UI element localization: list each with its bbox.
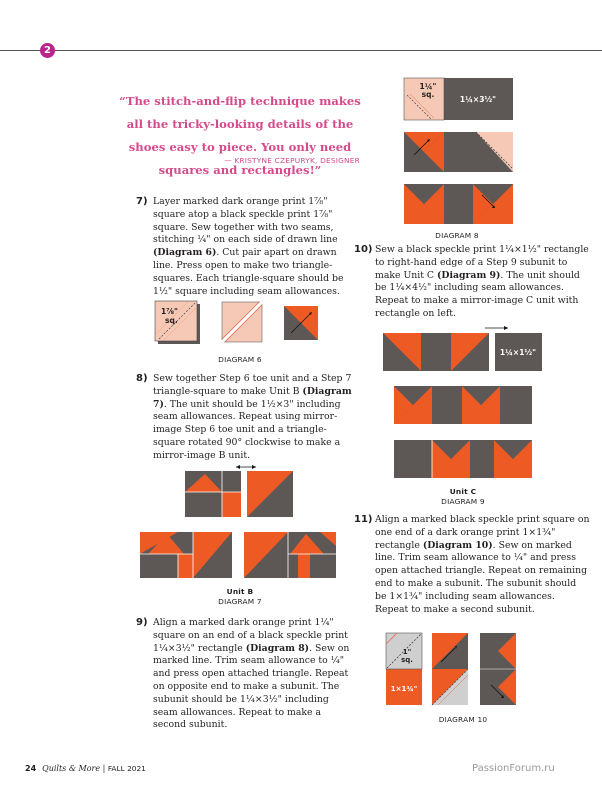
size-label: 1¼"	[419, 82, 437, 91]
step-text: Layer marked dark orange print 1⅞" square atop a black speckle print 1⅞" square. Sew together with two seams, stitching ¼" on each side of drawn line	[153, 196, 338, 246]
diagram-8-caption: DIAGRAM 8	[435, 231, 479, 240]
marked-orange-rectangle	[386, 633, 422, 705]
watermark: PassionForum.ru	[472, 763, 555, 774]
diagram-reference: (Diagram 9)	[437, 269, 501, 281]
header-rule	[0, 50, 602, 51]
unit-b-exploded	[185, 465, 293, 517]
step-10	[354, 244, 590, 321]
subunit-finished	[404, 184, 513, 224]
section-number-badge: 2	[40, 43, 55, 58]
issue-label: FALL 2021	[107, 764, 146, 773]
diagram-8	[398, 75, 518, 225]
rect-size-label: 1×1¾"	[390, 685, 418, 693]
unit-c-assembled	[394, 386, 532, 424]
diagram-10	[383, 630, 543, 712]
diagram-7-caption: DIAGRAM 7	[218, 597, 262, 606]
size-label-unit: sq.	[401, 656, 413, 664]
marked-rectangle	[404, 78, 513, 120]
rect-size-label: 1¼×1½"	[499, 348, 537, 357]
step-number: 11)	[354, 514, 373, 525]
step-7	[136, 196, 353, 298]
step-text: . The unit should be 1½×3" including seam allowances. Repeat using mirror-image Step 6 toe unit and a triangle-square rotated 90° clockwise to make a mirror-image B unit.	[153, 398, 341, 461]
diagram-reference: (Diagram 10)	[422, 539, 493, 551]
step-text: Sew together Step 6 toe unit and a Step 7 triangle-square to make Unit B	[153, 373, 352, 397]
step-9	[136, 617, 353, 732]
step-text: . The unit should be 1¼×4½" including seam allowances. Repeat to make a mirror-image C unit with rectangle on left.	[375, 269, 580, 319]
step-number: 9)	[136, 617, 148, 628]
pull-quote-attribution: — KRISTYNE CZEPURYK, DESIGNER	[224, 156, 360, 165]
step-number: 7)	[136, 196, 148, 207]
cut-triangle-pair	[222, 302, 262, 342]
diagram-9-caption: DIAGRAM 9	[441, 497, 485, 506]
step-text: Sew a black speckle print 1¼×1½" rectangle to right-hand edge of a Step 9 subunit to make Unit C	[375, 244, 589, 281]
diagram-reference: (Diagram 6)	[153, 247, 217, 259]
unit-b-label: Unit B	[226, 587, 254, 596]
subunit-finished	[480, 633, 516, 705]
step-text: . Sew on marked line. Trim seam allowance to ¼" and press open attached triangle. Repeat on opposite end to make a subunit. The subunit should be 1¼×3½" including seam allowances. Repeat to make a second subunit.	[153, 642, 350, 731]
diagram-7	[140, 464, 350, 582]
step-text: . Sew on marked line. Trim seam allowance to ¼" and press open attached triangle. Repeat on remaining end to make a subunit. The subunit should be 1×1¾" including seam allowances. Repeat to make a second subunit.	[375, 539, 588, 615]
step-11	[354, 514, 590, 616]
unit-b-left	[140, 532, 232, 578]
diagram-6	[155, 298, 330, 346]
page-footer	[25, 764, 146, 773]
size-label-unit: sq.	[421, 90, 435, 99]
triangle-square	[284, 306, 318, 340]
diagram-10-caption: DIAGRAM 10	[438, 715, 488, 724]
unit-c-exploded	[383, 326, 542, 371]
size-label: 1⅞"	[161, 307, 178, 316]
diagram-9	[380, 324, 545, 484]
subunit-one-end-sewn	[432, 633, 468, 705]
diagram-reference: (Diagram 8)	[245, 642, 310, 654]
step-text: . Cut pair apart on drawn line. Press open to make two triangle-squares. Each triangle-square should be 1½" square including seam allowances.	[153, 247, 344, 297]
step-text: Align a marked black speckle print square on one end of a dark orange print 1×1¾" rectangle	[375, 514, 590, 551]
unit-b-right	[244, 532, 336, 578]
page-number: 24	[25, 764, 37, 773]
unit-c-mirror	[394, 440, 532, 478]
diagram-reference: (Diagram 7)	[153, 385, 352, 410]
unit-c-label: Unit C	[449, 487, 477, 496]
step-8	[136, 373, 353, 463]
pull-quote: “The stitch-and-flip technique makes all the tricky-looking details of the shoes easy to piece. You only need squares and rectangles!”	[119, 94, 361, 177]
step-number: 8)	[136, 373, 148, 384]
step-number: 10)	[354, 244, 373, 255]
marked-square-pair	[155, 301, 200, 344]
size-label: 1"	[402, 648, 412, 656]
magazine-title: Quilts & More	[42, 764, 101, 773]
size-label-unit: sq.	[165, 316, 178, 325]
diagram-6-caption: DIAGRAM 6	[218, 355, 262, 364]
footer-separator: |	[102, 764, 106, 773]
rect-size-label: 1¼×3½"	[459, 95, 497, 104]
subunit-one-end-sewn	[404, 132, 513, 172]
step-text: Align a marked dark orange print 1¼" square on an end of a black speckle print 1¼×3½" rectangle	[153, 617, 348, 654]
